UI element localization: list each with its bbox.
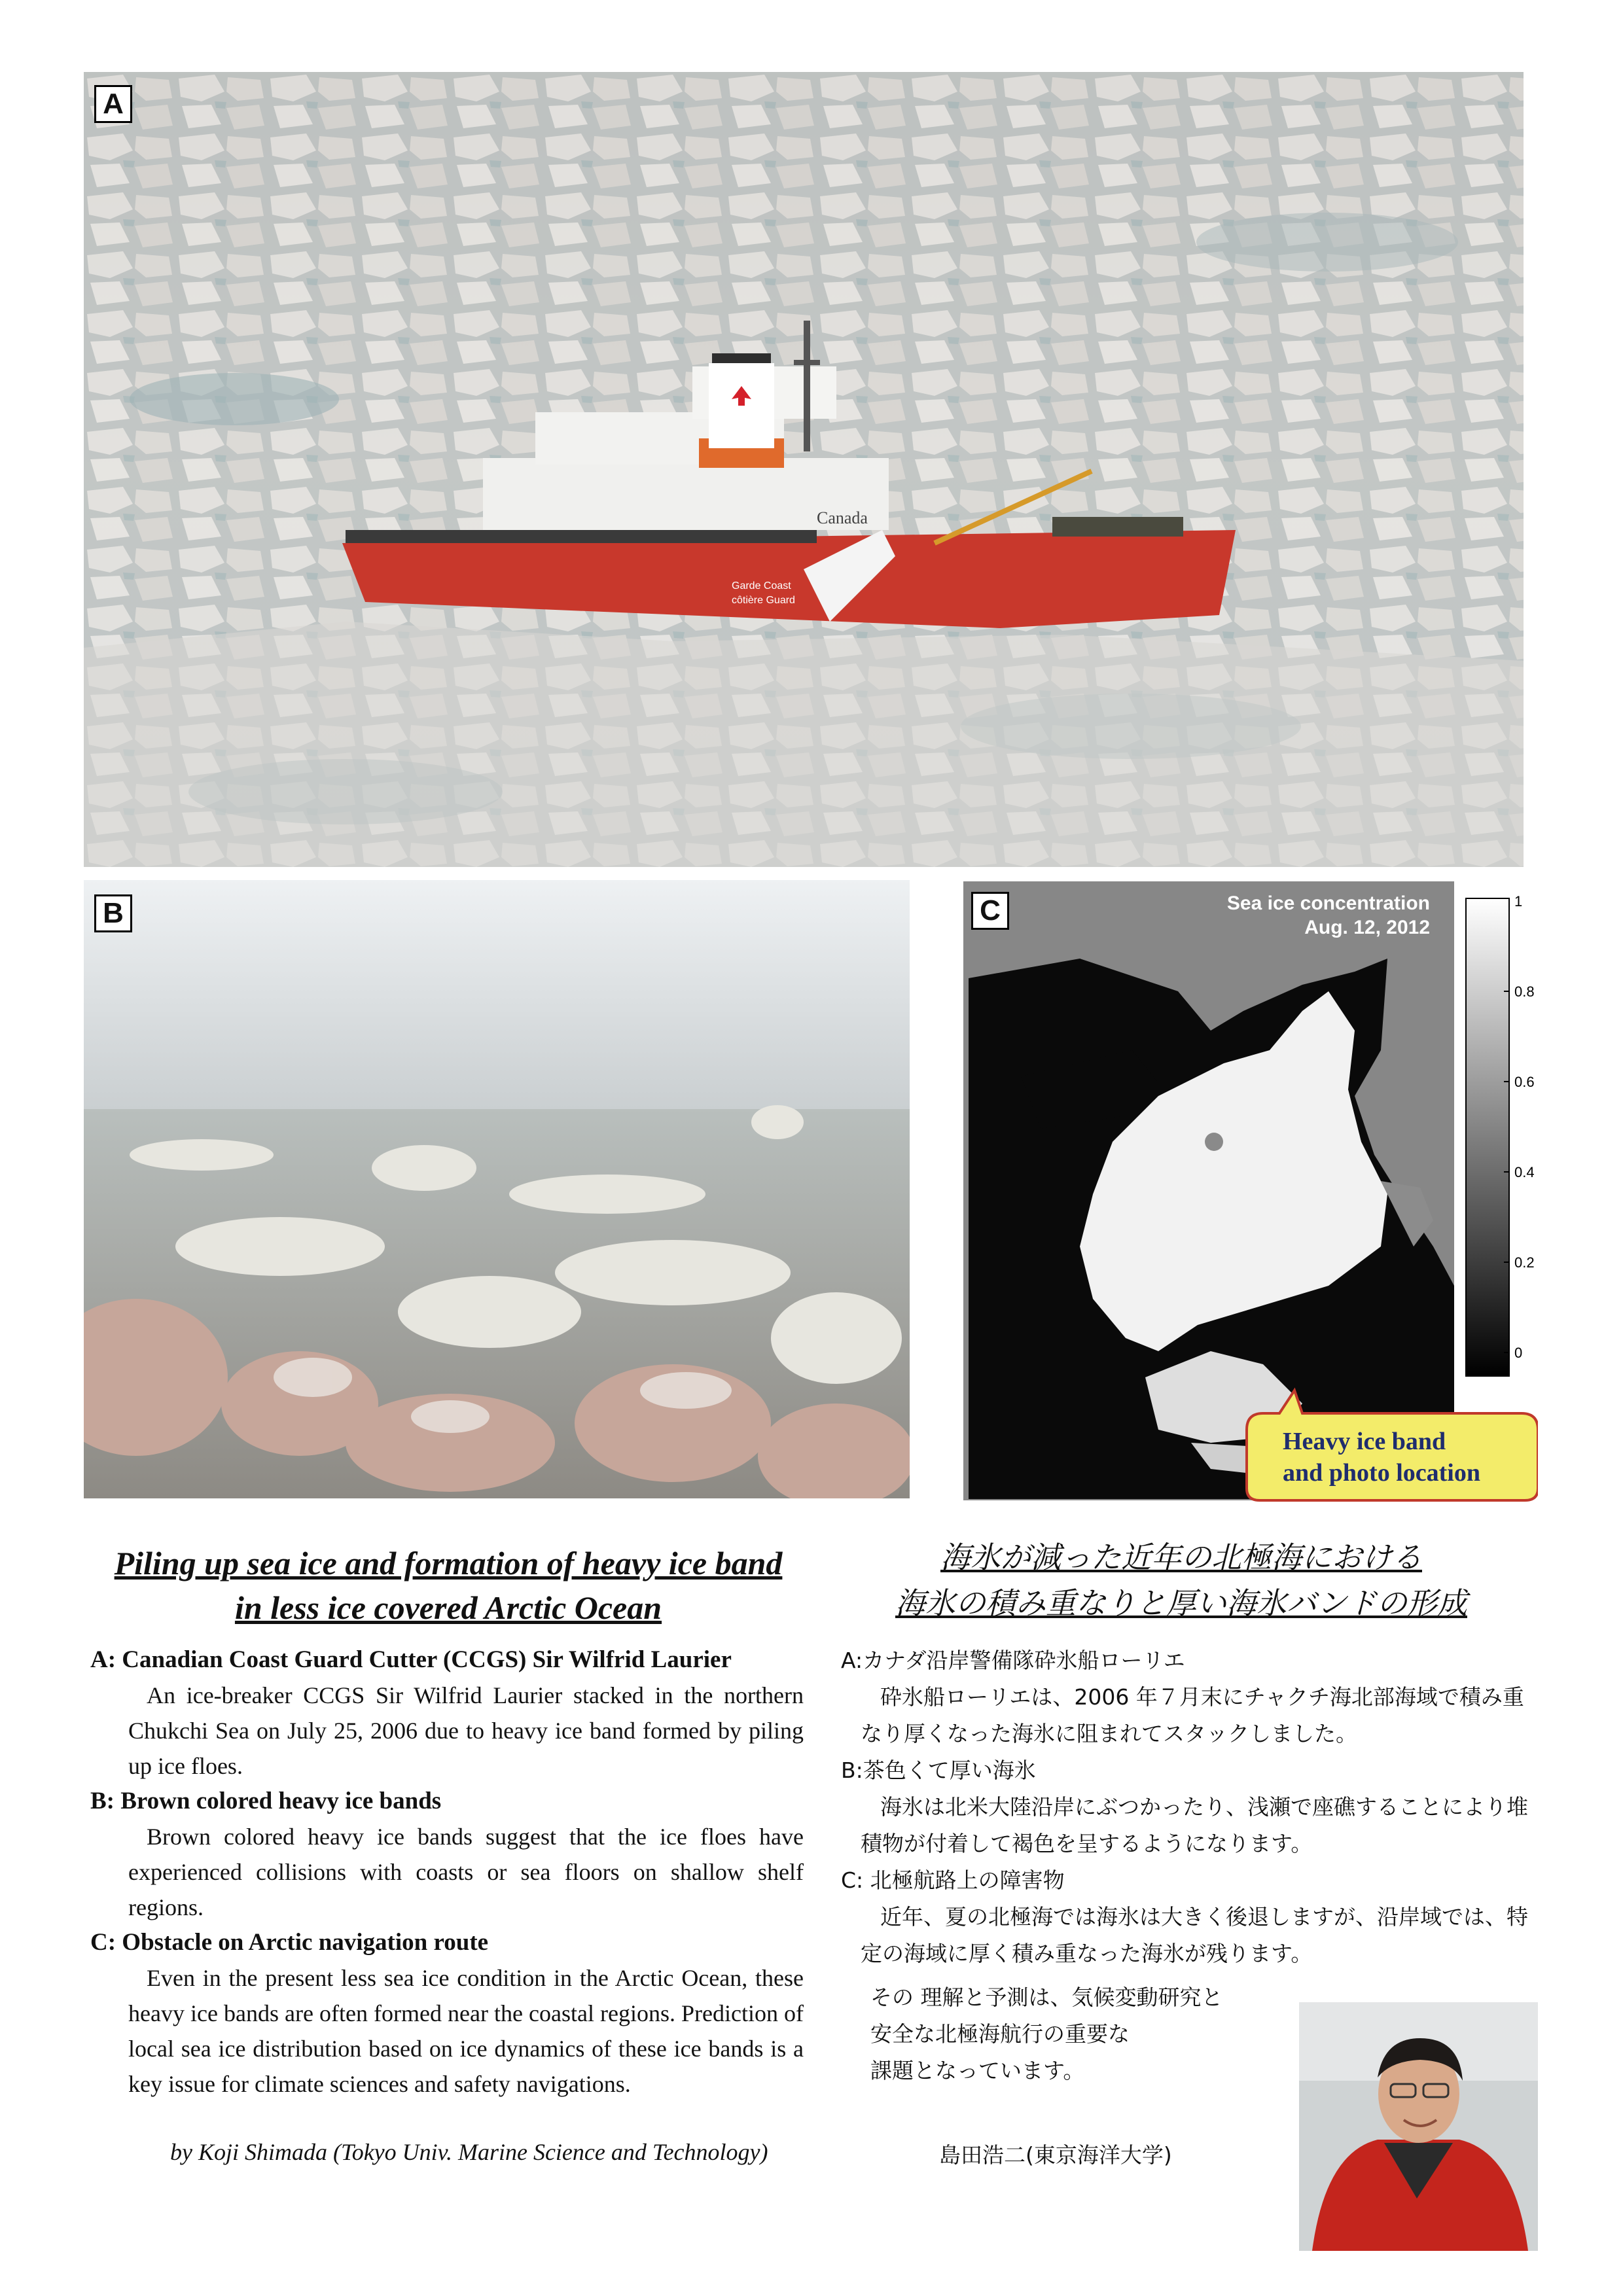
japanese-text-b: 海氷は北米大陸沿岸にぶつかったり、浅瀬で座礁することにより堆積物が付着して褐色を呈するようになります。 <box>861 1794 1528 1856</box>
english-title-line-2: in less ice covered Arctic Ocean <box>234 1589 662 1626</box>
callout-line-1: Heavy ice band <box>1283 1428 1446 1455</box>
english-heading-c: C: Obstacle on Arctic navigation route <box>90 1929 489 1956</box>
english-byline: by Koji Shimada (Tokyo Univ. Marine Science and Technology) <box>170 2139 768 2165</box>
english-text-b: Brown colored heavy ice bands suggest that the ice floes have experienced collisions with coasts or sea floors on shallow shelf regions. <box>128 1824 804 1920</box>
japanese-text-c: 近年、夏の北極海では海氷は大きく後退しますが、沿岸域では、特定の海域に厚く積み重なった海氷が残ります。 <box>861 1904 1528 1966</box>
japanese-title-line-2: 海氷の積み重なりと厚い海氷バンドの形成 <box>895 1585 1467 1621</box>
english-text-a: An ice-breaker CCGS Sir Wilfrid Laurier stacked in the northern Chukchi Sea on July 25, 2006 due to heavy ice band formed by piling up ice floes. <box>128 1682 804 1779</box>
english-body <box>90 1642 804 2102</box>
japanese-byline: 島田浩二(東京海洋大学) <box>939 2142 1172 2168</box>
colorbar-tick-0-8: 0.8 <box>1514 983 1535 1000</box>
photo-b-brown-ice <box>84 880 910 1498</box>
english-title <box>85 1541 812 1630</box>
japanese-heading-c: C: 北極航路上の障害物 <box>841 1867 1065 1893</box>
japanese-title-line-1: 海氷が減った近年の北極海における <box>940 1540 1422 1575</box>
panel-a-label: A <box>94 85 132 123</box>
japanese-title <box>831 1534 1531 1626</box>
colorbar-tick-1: 1 <box>1514 893 1523 910</box>
japanese-closing-line-1: その 理解と予測は、気候変動研究と <box>870 1985 1223 2010</box>
english-heading-b: B: Brown colored heavy ice bands <box>90 1788 442 1814</box>
colorbar-tick-0-6: 0.6 <box>1514 1074 1535 1090</box>
colorbar-tick-0-2: 0.2 <box>1514 1254 1535 1271</box>
japanese-closing-line-2: 安全な北極海航行の重要な <box>870 2021 1130 2047</box>
panel-c-label: C <box>971 892 1009 930</box>
colorbar-tick-0-4: 0.4 <box>1514 1164 1535 1180</box>
japanese-body <box>841 1642 1535 1972</box>
japanese-heading-a: A:カナダ沿岸警備隊砕氷船ローリエ <box>841 1648 1185 1673</box>
callout-line-2: and photo location <box>1283 1459 1480 1487</box>
panel-b-label: B <box>94 894 132 932</box>
japanese-text-a: 砕氷船ローリエは、2006 年７月末にチャクチ海北部海域で積み重なり厚くなった海氷に阻まれてスタックしました。 <box>861 1684 1524 1746</box>
ship-funnel-text: Canada <box>817 508 868 527</box>
colorbar-tick-0: 0 <box>1514 1345 1523 1361</box>
english-text-c: Even in the present less sea ice condition in the Arctic Ocean, these heavy ice bands are often formed near the coastal regions. Prediction of local sea ice distribution based on ice dynamics of these ice bands is a key issue for climate sciences and safety navigations. <box>128 1965 804 2097</box>
japanese-closing <box>870 1979 1289 2089</box>
map-c-sea-ice-concentration <box>962 880 1538 1502</box>
japanese-heading-b: B:茶色くて厚い海氷 <box>841 1757 1036 1783</box>
ship-hull-text-2: côtière Guard <box>732 595 795 606</box>
author-photo <box>1299 2002 1538 2251</box>
english-title-line-1: Piling up sea ice and formation of heavy ice band <box>114 1545 783 1581</box>
map-title: Sea ice concentration <box>1226 892 1430 914</box>
ship-hull-text-1: Garde Coast <box>732 580 791 592</box>
photo-a-icebreaker <box>84 72 1524 867</box>
japanese-closing-line-3: 課題となっています。 <box>870 2058 1085 2083</box>
english-heading-a: A: Canadian Coast Guard Cutter (CCGS) Sir Wilfrid Laurier <box>90 1646 732 1673</box>
map-date: Aug. 12, 2012 <box>1304 917 1430 938</box>
